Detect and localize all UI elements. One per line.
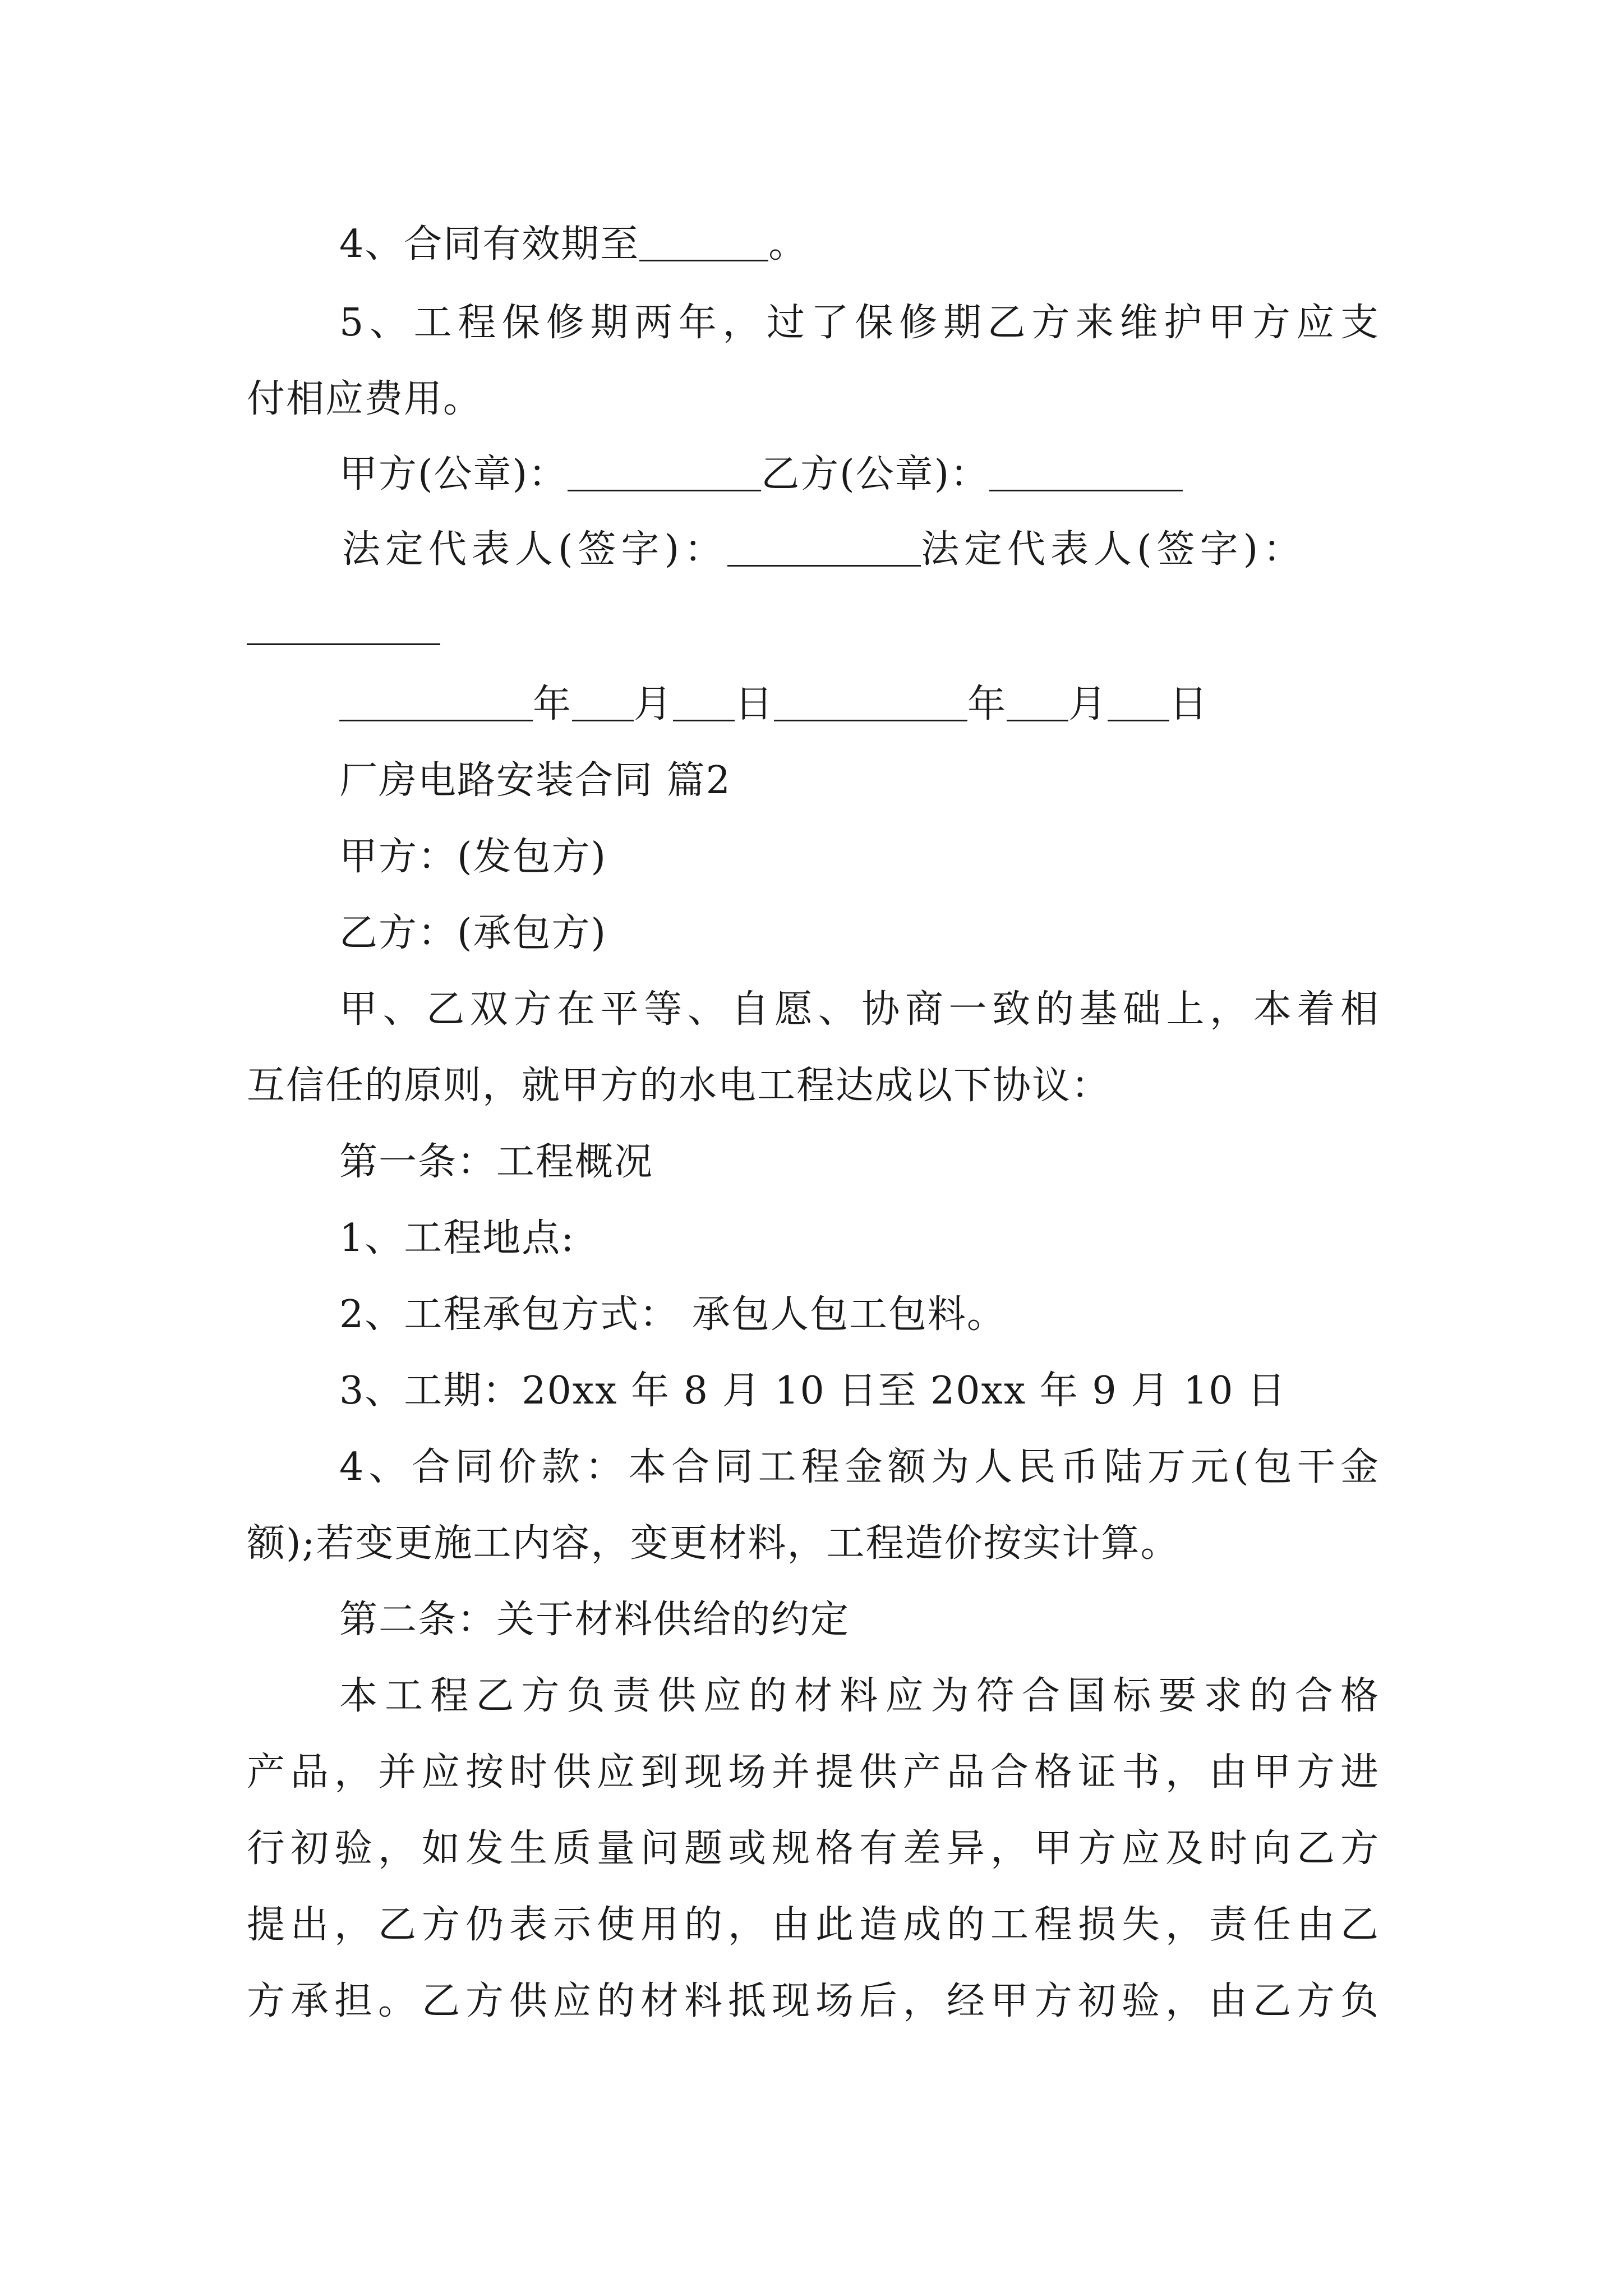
- party-a-seal-label: 甲方(公章)：: [339, 452, 568, 496]
- warranty-line-1: 5、工程保修期两年，过了保修期乙方来维护甲方应支: [339, 301, 1380, 345]
- seal-line: [339, 435, 1183, 514]
- party-a-month-label: 月: [634, 682, 674, 726]
- item-4-line-1: 4、合同价款：本合同工程金额为人民币陆万元(包干金: [339, 1445, 1380, 1489]
- party-a-month-blank: [572, 686, 634, 721]
- preamble-line-1: 甲、乙双方在平等、自愿、协商一致的基础上，本着相: [339, 987, 1380, 1032]
- party-a-day-blank: [673, 686, 735, 721]
- materials-line-5: 方承担。乙方供应的材料抵现场后，经甲方初验，由乙方负: [247, 1979, 1380, 2023]
- article-2-title: 第二条：关于材料供给的约定: [339, 1598, 850, 1642]
- validity-text: 4、合同有效期至: [339, 222, 640, 266]
- preamble-line-2: 互信任的原则，就甲方的水电工程达成以下协议：: [247, 1064, 1111, 1108]
- party-a-line: 甲方：(发包方): [339, 835, 607, 879]
- validity-line: [339, 205, 1472, 284]
- materials-line-1: 本工程乙方负责供应的材料应为符合国标要求的合格: [339, 1674, 1380, 1718]
- party-b-day-label: 日: [1169, 682, 1209, 726]
- materials-line-4: 提出，乙方仍表示使用的，由此造成的工程损失，责任由乙: [247, 1903, 1380, 1947]
- section-heading: 厂房电路安装合同 篇2: [339, 758, 731, 803]
- party-b-seal-label: 乙方(公章)：: [761, 452, 990, 496]
- warranty-line-2: 付相应费用。: [247, 377, 483, 421]
- materials-line-2: 产品，并应按时供应到现场并提供产品合格证书，由甲方进: [247, 1750, 1380, 1795]
- party-a-rep-blank: [727, 531, 921, 567]
- party-b-day-blank: [1108, 686, 1169, 721]
- party-a-rep-label: 法定代表人(签字)：: [342, 527, 728, 572]
- validity-blank: [639, 226, 768, 261]
- party-b-year-label: 年: [967, 682, 1007, 726]
- materials-line-3: 行初验，如发生质量问题或规格有差异，甲方应及时向乙方: [247, 1826, 1380, 1871]
- party-a-seal-blank: [568, 456, 761, 491]
- item-1: 1、工程地点:: [339, 1216, 575, 1260]
- party-b-year-blank: [774, 686, 967, 721]
- party-b-rep-label: 法定代表人(签字)：: [921, 527, 1307, 572]
- party-b-rep-blank: [247, 643, 440, 645]
- date-line: [339, 665, 1209, 744]
- party-a-year-label: 年: [533, 682, 573, 726]
- party-b-line: 乙方：(承包方): [339, 911, 607, 955]
- party-a-day-label: 日: [735, 682, 774, 726]
- item-4-line-2: 额);若变更施工内容，变更材料，工程造价按实计算。: [247, 1521, 1180, 1566]
- representative-line: [342, 510, 1306, 589]
- validity-end: 。: [768, 222, 808, 266]
- party-a-year-blank: [339, 686, 533, 721]
- party-b-month-label: 月: [1068, 682, 1108, 726]
- article-1-title: 第一条：工程概况: [339, 1140, 654, 1184]
- item-2: 2、工程承包方式： 承包人包工包料。: [339, 1292, 1006, 1337]
- party-b-seal-blank: [989, 456, 1183, 491]
- item-3: 3、工期：20xx 年 8 月 10 日至 20xx 年 9 月 10 日: [339, 1369, 1287, 1413]
- party-b-month-blank: [1007, 686, 1068, 721]
